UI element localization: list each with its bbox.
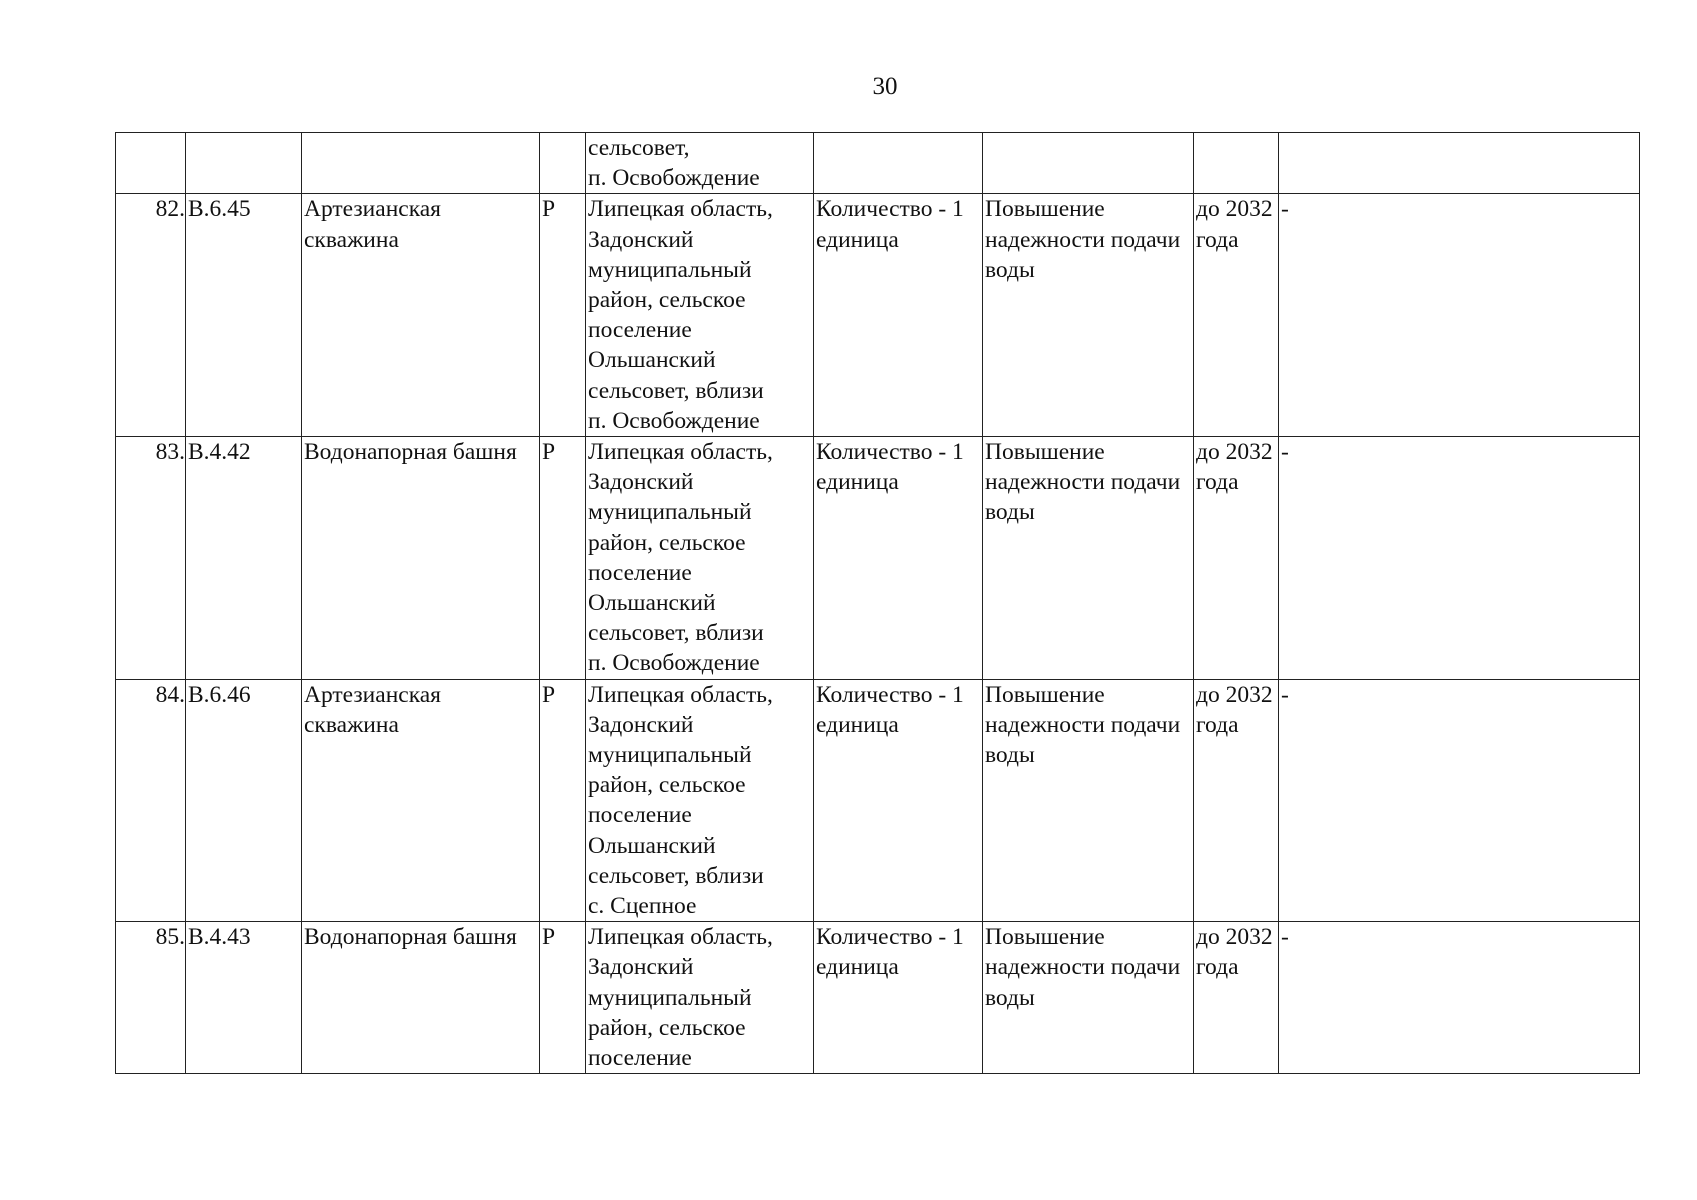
purpose-cell xyxy=(983,133,1194,194)
purpose-cell: Повышение надежности подачи воды xyxy=(983,679,1194,922)
purpose-cell: Повышение надежности подачи воды xyxy=(983,194,1194,437)
term-cell: до 2032 года xyxy=(1194,437,1279,680)
row-number-cell: 83. xyxy=(116,437,186,680)
quantity-cell: Количество - 1 единица xyxy=(814,194,983,437)
note-cell: - xyxy=(1279,194,1640,437)
table-row xyxy=(116,922,1640,1074)
term-cell: до 2032 года xyxy=(1194,194,1279,437)
object-code-cell: В.6.46 xyxy=(186,679,302,922)
row-number-cell: 82. xyxy=(116,194,186,437)
term-cell xyxy=(1194,133,1279,194)
quantity-cell: Количество - 1 единица xyxy=(814,922,983,1074)
location-cell: Липецкая область, Задонский муниципальный район, сельское поселение xyxy=(586,922,814,1074)
note-cell: - xyxy=(1279,922,1640,1074)
object-type-cell: Р xyxy=(540,679,586,922)
purpose-cell: Повышение надежности подачи воды xyxy=(983,922,1194,1074)
location-cell: Липецкая область, Задонский муниципальный район, сельское поселение Ольшанский сельсовет, вблизи п. Освобождение xyxy=(586,437,814,680)
quantity-cell xyxy=(814,133,983,194)
location-cell: сельсовет, п. Освобождение xyxy=(586,133,814,194)
object-type-cell: Р xyxy=(540,194,586,437)
object-name-cell: Водонапорная башня xyxy=(302,922,540,1074)
row-number-cell: 84. xyxy=(116,679,186,922)
object-type-cell: Р xyxy=(540,922,586,1074)
object-type-cell: Р xyxy=(540,437,586,680)
object-code-cell: В.6.45 xyxy=(186,194,302,437)
location-cell: Липецкая область, Задонский муниципальный район, сельское поселение Ольшанский сельсовет, вблизи п. Освобождение xyxy=(586,194,814,437)
object-name-cell: Водонапорная башня xyxy=(302,437,540,680)
object-code-cell xyxy=(186,133,302,194)
table-row xyxy=(116,679,1640,922)
row-number-cell xyxy=(116,133,186,194)
note-cell: - xyxy=(1279,437,1640,680)
object-name-cell xyxy=(302,133,540,194)
table-row xyxy=(116,194,1640,437)
table-row xyxy=(116,133,1640,194)
facilities-table xyxy=(115,132,1640,1074)
table-row xyxy=(116,437,1640,680)
quantity-cell: Количество - 1 единица xyxy=(814,437,983,680)
term-cell: до 2032 года xyxy=(1194,679,1279,922)
term-cell: до 2032 года xyxy=(1194,922,1279,1074)
object-type-cell xyxy=(540,133,586,194)
purpose-cell: Повышение надежности подачи воды xyxy=(983,437,1194,680)
note-cell xyxy=(1279,133,1640,194)
object-name-cell: Артезианская скважина xyxy=(302,679,540,922)
page-number: 30 xyxy=(872,73,898,100)
quantity-cell: Количество - 1 единица xyxy=(814,679,983,922)
location-cell: Липецкая область, Задонский муниципальный район, сельское поселение Ольшанский сельсовет, вблизи с. Сцепное xyxy=(586,679,814,922)
object-code-cell: В.4.43 xyxy=(186,922,302,1074)
row-number-cell: 85. xyxy=(116,922,186,1074)
object-name-cell: Артезианская скважина xyxy=(302,194,540,437)
object-code-cell: В.4.42 xyxy=(186,437,302,680)
note-cell: - xyxy=(1279,679,1640,922)
